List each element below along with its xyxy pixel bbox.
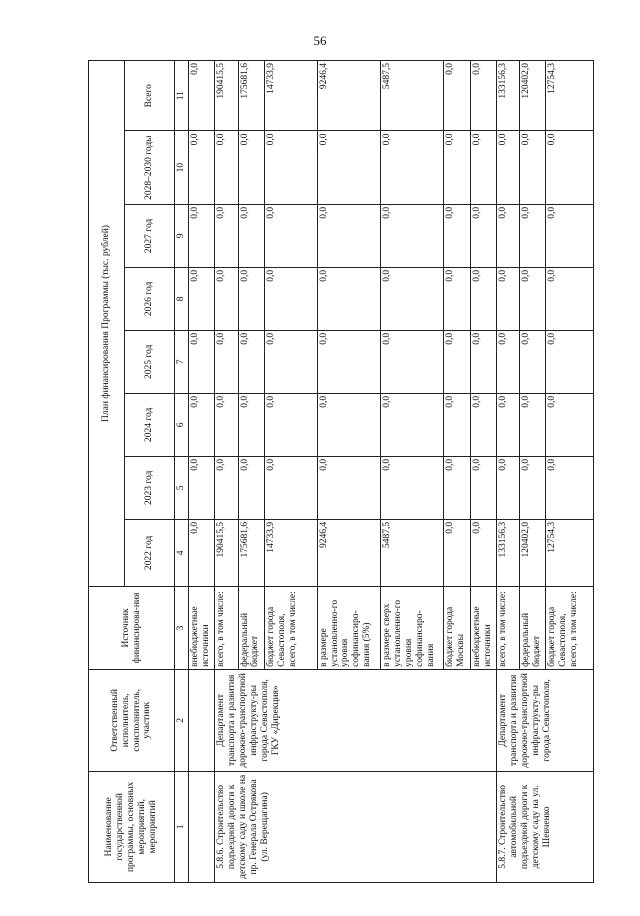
source-cell: всего, в том числе: <box>496 587 519 670</box>
value-cell: 0,0 <box>444 456 470 519</box>
value-cell: 0,0 <box>215 267 238 330</box>
value-cell: 0,0 <box>470 61 496 131</box>
value-cell: 120402,0 <box>520 519 546 586</box>
value-cell: 0,0 <box>546 393 594 456</box>
index-cell: 10 <box>175 131 189 204</box>
value-cell: 0,0 <box>215 131 238 204</box>
value-cell: 0,0 <box>238 393 264 456</box>
value-cell: 0,0 <box>380 330 443 393</box>
value-cell: 0,0 <box>238 330 264 393</box>
value-cell: 133156,3 <box>496 519 519 586</box>
value-cell: 0,0 <box>470 456 496 519</box>
value-cell: 0,0 <box>546 131 594 204</box>
financing-table <box>88 60 594 883</box>
value-cell: 0,0 <box>189 330 215 393</box>
value-cell: 0,0 <box>189 456 215 519</box>
value-cell: 0,0 <box>496 267 519 330</box>
index-cell: 9 <box>175 204 189 267</box>
value-cell: 120402,0 <box>520 61 546 131</box>
value-cell: 0,0 <box>215 330 238 393</box>
value-cell: 0,0 <box>520 204 546 267</box>
value-cell: 0,0 <box>380 131 443 204</box>
value-cell: 175681,6 <box>238 519 264 586</box>
value-cell: 133156,3 <box>496 61 519 131</box>
value-cell: 0,0 <box>470 393 496 456</box>
value-cell: 14733,9 <box>264 61 317 131</box>
value-cell: 0,0 <box>546 204 594 267</box>
value-cell: 0,0 <box>264 267 317 330</box>
index-cell: 4 <box>175 519 189 586</box>
value-cell: 0,0 <box>189 519 215 586</box>
value-cell: 0,0 <box>238 267 264 330</box>
value-cell: 0,0 <box>546 330 594 393</box>
header-year: 2022 год <box>125 519 175 586</box>
header-year: 2027 год <box>125 204 175 267</box>
index-cell: 3 <box>175 587 189 670</box>
value-cell: 0,0 <box>470 519 496 586</box>
value-cell: 0,0 <box>546 267 594 330</box>
value-cell: 0,0 <box>189 204 215 267</box>
value-cell: 0,0 <box>444 204 470 267</box>
value-cell: 0,0 <box>264 204 317 267</box>
value-cell: 9246,4 <box>317 61 380 131</box>
value-cell: 0,0 <box>264 131 317 204</box>
value-cell: 0,0 <box>317 267 380 330</box>
value-cell: 0,0 <box>444 393 470 456</box>
value-cell: 0,0 <box>520 131 546 204</box>
value-cell: 5487,5 <box>380 61 443 131</box>
value-cell: 0,0 <box>444 330 470 393</box>
value-cell: 0,0 <box>238 131 264 204</box>
value-cell: 0,0 <box>520 267 546 330</box>
index-cell: 1 <box>175 771 189 882</box>
value-cell: 0,0 <box>496 393 519 456</box>
value-cell: 0,0 <box>496 131 519 204</box>
value-cell: 0,0 <box>380 267 443 330</box>
index-cell: 7 <box>175 330 189 393</box>
header-year: 2024 год <box>125 393 175 456</box>
value-cell: 0,0 <box>189 267 215 330</box>
value-cell: 0,0 <box>238 456 264 519</box>
source-cell: бюджет города Москвы <box>444 587 470 670</box>
value-cell: 0,0 <box>444 519 470 586</box>
activity-name: 5.8.7. Строительство автомобильной подъездной дороги к детскому саду на ул. Шевченко <box>496 771 593 882</box>
header-source: Источник финансирова-ния <box>89 587 175 670</box>
value-cell: 0,0 <box>380 456 443 519</box>
responsible-executor: Департамент транспорта и развития дорожно-транспортной инфраструкту-ры города Севастополя, <box>496 669 593 771</box>
value-cell: 0,0 <box>380 204 443 267</box>
header-year: 2028–2030 годы <box>125 131 175 204</box>
value-cell: 0,0 <box>215 204 238 267</box>
value-cell: 5487,5 <box>380 519 443 586</box>
value-cell: 0,0 <box>264 393 317 456</box>
header-total: Всего <box>125 61 175 131</box>
value-cell: 0,0 <box>496 330 519 393</box>
value-cell: 0,0 <box>470 267 496 330</box>
source-cell: внебюджетные источники <box>470 587 496 670</box>
value-cell: 175681,6 <box>238 61 264 131</box>
value-cell: 0,0 <box>264 456 317 519</box>
header-name: Наименование государственной программы, основных мероприятий, мероприятий <box>89 771 175 882</box>
value-cell: 190415,5 <box>215 61 238 131</box>
index-cell: 6 <box>175 393 189 456</box>
value-cell: 0,0 <box>444 267 470 330</box>
page-number: 56 <box>313 33 327 48</box>
index-cell: 2 <box>175 669 189 771</box>
value-cell: 0,0 <box>189 393 215 456</box>
index-cell: 11 <box>175 61 189 131</box>
value-cell: 0,0 <box>317 204 380 267</box>
table-row <box>189 61 215 883</box>
header-year: 2023 год <box>125 456 175 519</box>
value-cell: 0,0 <box>444 61 470 131</box>
value-cell: 0,0 <box>317 393 380 456</box>
value-cell: 0,0 <box>215 393 238 456</box>
value-cell: 9246,4 <box>317 519 380 586</box>
value-cell: 0,0 <box>238 204 264 267</box>
value-cell: 0,0 <box>496 204 519 267</box>
index-cell: 5 <box>175 456 189 519</box>
value-cell: 0,0 <box>496 456 519 519</box>
table-row <box>496 61 519 883</box>
index-cell: 8 <box>175 267 189 330</box>
header-plan: План финансирования Программы (тыс. рублей) <box>89 61 125 587</box>
activity-name: 5.8.6. Строительство подъездной дороги к детскому саду и школе на пр. Генерала Острякова (ул. Верещагина) <box>215 771 497 882</box>
value-cell: 0,0 <box>470 330 496 393</box>
value-cell: 0,0 <box>264 330 317 393</box>
source-cell: бюджет города Севастополя, всего, в том числе: <box>546 587 594 670</box>
source-cell: в размере установленно-го уровня софинансиро-вания (5%) <box>317 587 380 670</box>
table-row <box>215 61 238 883</box>
header-responsible: Ответственный исполнитель, соисполнитель, участник <box>89 669 175 771</box>
value-cell: 12754,3 <box>546 519 594 586</box>
value-cell: 0,0 <box>317 131 380 204</box>
value-cell: 14733,9 <box>264 519 317 586</box>
value-cell: 0,0 <box>520 393 546 456</box>
source-cell: всего, в том числе: <box>215 587 238 670</box>
value-cell: 0,0 <box>189 131 215 204</box>
value-cell: 0,0 <box>470 131 496 204</box>
value-cell: 12754,3 <box>546 61 594 131</box>
source-cell: в размере сверх установленно-го уровня софинансиро-вания <box>380 587 443 670</box>
header-year: 2025 год <box>125 330 175 393</box>
source-cell: федеральный бюджет <box>520 587 546 670</box>
value-cell: 0,0 <box>520 330 546 393</box>
value-cell: 0,0 <box>317 456 380 519</box>
source-cell: бюджет города Севастополя, всего, в том числе: <box>264 587 317 670</box>
source-cell: внебюджетные источники <box>189 587 215 670</box>
value-cell: 0,0 <box>189 61 215 131</box>
value-cell: 0,0 <box>546 456 594 519</box>
value-cell: 0,0 <box>444 131 470 204</box>
value-cell: 0,0 <box>380 393 443 456</box>
source-cell: федеральный бюджет <box>238 587 264 670</box>
responsible-executor: Департамент транспорта и развития дорожно-транспортной инфраструкту-ры города Севастополя, ГКУ «Дирекция» <box>215 669 497 771</box>
value-cell: 0,0 <box>215 456 238 519</box>
value-cell: 0,0 <box>520 456 546 519</box>
rotated-table-container <box>88 60 594 883</box>
value-cell: 0,0 <box>470 204 496 267</box>
value-cell: 190415,5 <box>215 519 238 586</box>
value-cell: 0,0 <box>317 330 380 393</box>
header-year: 2026 год <box>125 267 175 330</box>
